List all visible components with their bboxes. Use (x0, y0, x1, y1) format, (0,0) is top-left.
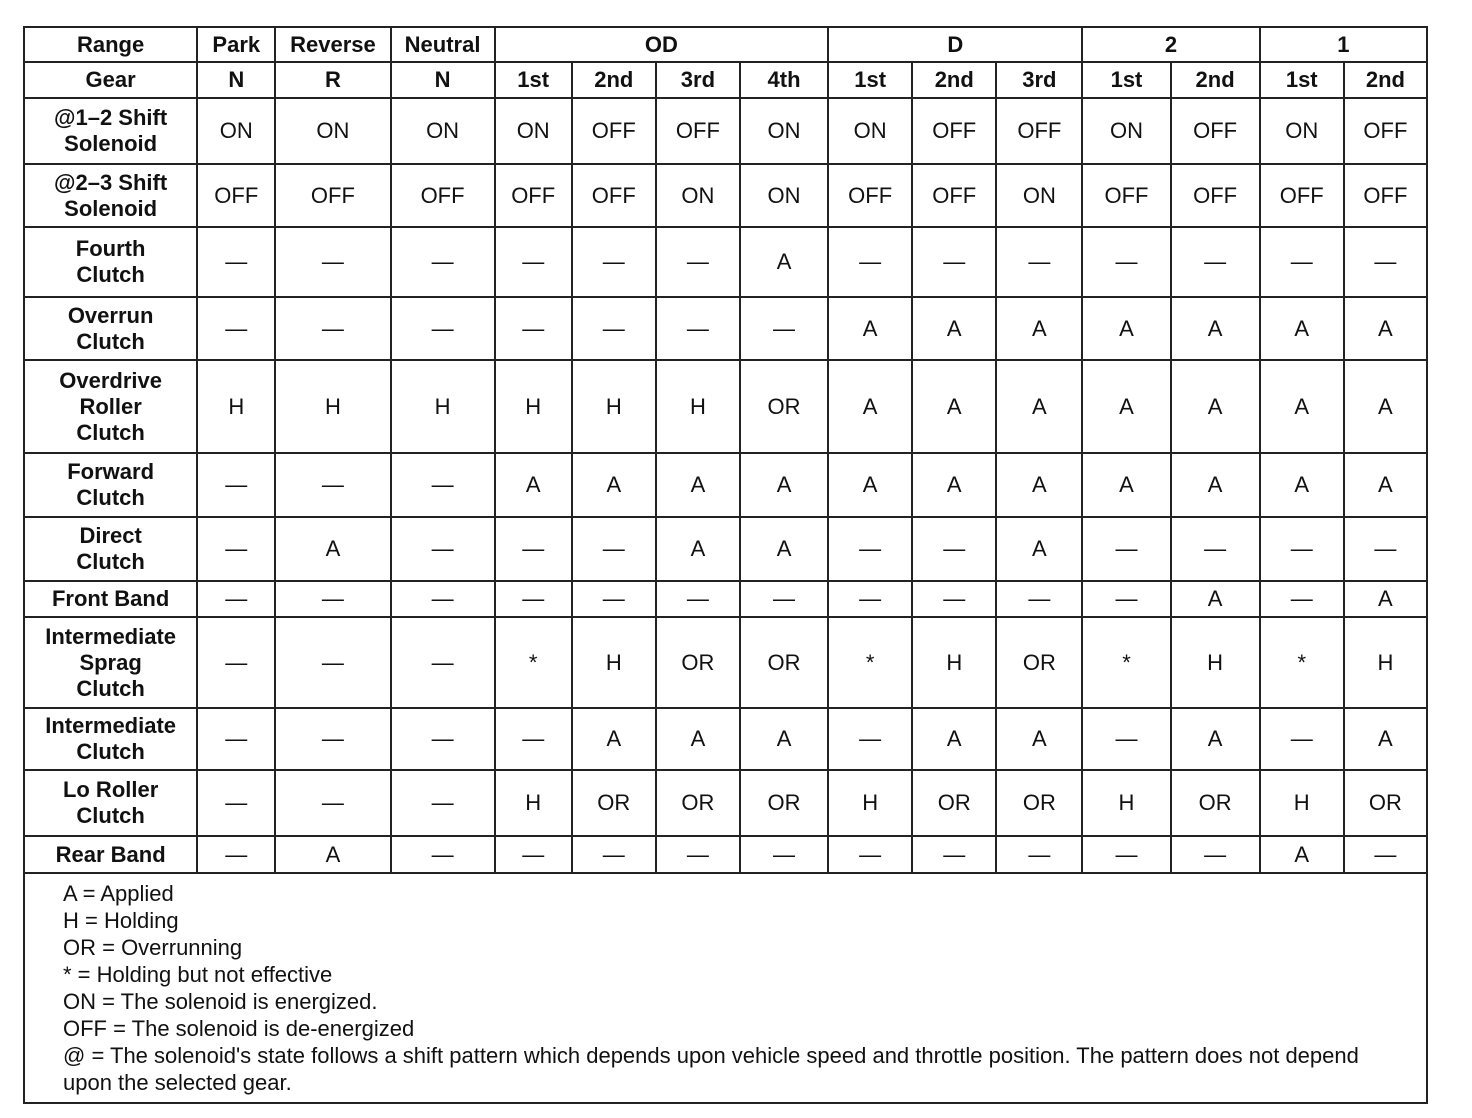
state-cell: — (495, 227, 572, 297)
state-cell: — (495, 297, 572, 360)
state-cell: — (275, 617, 390, 708)
state-cell: A (1171, 453, 1260, 517)
gear-header: 1st (828, 62, 912, 98)
state-cell: — (572, 836, 656, 873)
state-cell: — (197, 297, 275, 360)
state-cell: — (572, 581, 656, 617)
component-label-line: Clutch (76, 803, 145, 828)
state-cell: — (197, 227, 275, 297)
state-cell: OR (912, 770, 996, 836)
gear-header: 3rd (656, 62, 740, 98)
state-cell: OFF (197, 164, 275, 227)
state-cell: A (740, 453, 828, 517)
state-cell: A (828, 453, 912, 517)
state-cell: — (391, 453, 495, 517)
state-cell: — (912, 227, 996, 297)
state-cell: — (391, 770, 495, 836)
state-cell: OFF (572, 98, 656, 164)
state-cell: A (912, 360, 996, 453)
range-row (25, 28, 1426, 62)
state-cell: OR (1344, 770, 1426, 836)
state-cell: — (495, 517, 572, 581)
state-cell: — (996, 581, 1082, 617)
state-cell: OR (1171, 770, 1260, 836)
component-label-line: Roller (79, 393, 142, 419)
state-cell: A (1171, 581, 1260, 617)
state-cell: — (740, 581, 828, 617)
state-cell: OFF (656, 98, 740, 164)
state-cell: — (572, 517, 656, 581)
state-cell: A (740, 517, 828, 581)
legend-line: @ = The solenoid's state follows a shift pattern which depends upon vehicle speed and throttle position. The pattern does not depend upon the selected gear. (63, 1043, 1359, 1095)
state-cell: OFF (495, 164, 572, 227)
component-row (25, 517, 1426, 581)
state-cell: OFF (1344, 98, 1426, 164)
state-cell: — (197, 517, 275, 581)
state-cell: OFF (572, 164, 656, 227)
state-cell: OFF (996, 98, 1082, 164)
component-label (25, 297, 197, 360)
state-cell: — (740, 297, 828, 360)
state-cell: — (1082, 836, 1170, 873)
state-cell: A (996, 517, 1082, 581)
state-cell: A (656, 708, 740, 770)
state-cell: A (996, 297, 1082, 360)
state-cell: — (275, 227, 390, 297)
component-label (25, 836, 197, 873)
state-cell: — (1260, 708, 1344, 770)
state-cell: H (572, 360, 656, 453)
state-cell: A (275, 517, 390, 581)
component-label-line: Clutch (76, 328, 145, 354)
state-cell: — (391, 581, 495, 617)
component-label (25, 453, 197, 517)
state-cell: — (391, 708, 495, 770)
state-cell: ON (1260, 98, 1344, 164)
component-label-line: Intermediate (45, 623, 177, 649)
state-cell: * (1260, 617, 1344, 708)
state-cell: — (275, 453, 390, 517)
component-label-line: Sprag (79, 649, 142, 675)
gear-header: N (391, 62, 495, 98)
component-label-line: Solenoid (64, 131, 158, 156)
state-cell: — (1171, 517, 1260, 581)
state-cell: — (656, 836, 740, 873)
state-cell: OR (656, 770, 740, 836)
state-cell: OFF (1082, 164, 1170, 227)
component-label-line: Fourth (75, 236, 146, 261)
component-row (25, 453, 1426, 517)
state-cell: OFF (275, 164, 390, 227)
state-cell: — (828, 708, 912, 770)
state-cell: A (740, 227, 828, 297)
state-cell: OR (572, 770, 656, 836)
component-row (25, 227, 1426, 297)
state-cell: A (1171, 708, 1260, 770)
range-header-d: D (828, 28, 1082, 62)
component-label-line: Overdrive (59, 367, 162, 393)
component-label-line: Solenoid (64, 195, 158, 221)
component-row (25, 581, 1426, 617)
state-cell: — (1344, 836, 1426, 873)
range-header-od: OD (495, 28, 828, 62)
component-row (25, 617, 1426, 708)
state-cell: — (1082, 227, 1170, 297)
state-cell: H (1344, 617, 1426, 708)
state-cell: A (656, 517, 740, 581)
component-label-line: Clutch (76, 549, 145, 574)
state-cell: — (1171, 227, 1260, 297)
state-cell: A (656, 453, 740, 517)
component-label (25, 770, 197, 836)
state-cell: — (495, 708, 572, 770)
state-cell: — (1260, 517, 1344, 581)
state-cell: H (1082, 770, 1170, 836)
state-cell: OR (740, 617, 828, 708)
state-cell: OR (996, 770, 1082, 836)
state-cell: — (197, 836, 275, 873)
state-cell: — (495, 836, 572, 873)
state-cell: H (912, 617, 996, 708)
state-cell: — (912, 517, 996, 581)
state-cell: ON (391, 98, 495, 164)
state-cell: A (1082, 453, 1170, 517)
gear-header: R (275, 62, 390, 98)
state-cell: ON (656, 164, 740, 227)
state-cell: A (912, 708, 996, 770)
legend-line: ON = The solenoid is energized. (63, 989, 378, 1014)
component-row (25, 297, 1426, 360)
legend-line: OR = Overrunning (63, 935, 243, 960)
gear-header: 2nd (572, 62, 656, 98)
gear-header: 1st (1260, 62, 1344, 98)
component-label-line: Forward (67, 459, 155, 484)
state-cell: OR (740, 770, 828, 836)
state-cell: OFF (391, 164, 495, 227)
state-cell: — (197, 708, 275, 770)
state-cell: ON (275, 98, 390, 164)
state-cell: A (1344, 708, 1426, 770)
state-cell: — (656, 227, 740, 297)
state-cell: — (1082, 517, 1170, 581)
component-label-line: @2–3 Shift (54, 169, 168, 195)
state-cell: — (912, 581, 996, 617)
state-cell: — (656, 297, 740, 360)
component-label (25, 581, 197, 617)
state-cell: A (1260, 360, 1344, 453)
state-cell: — (1344, 517, 1426, 581)
state-cell: — (391, 836, 495, 873)
range-label: Range (25, 28, 197, 62)
gear-header: 1st (1082, 62, 1170, 98)
state-cell: — (828, 227, 912, 297)
state-cell: H (275, 360, 390, 453)
state-cell: — (828, 836, 912, 873)
state-cell: H (197, 360, 275, 453)
gear-row (25, 62, 1426, 98)
gear-header: 3rd (996, 62, 1082, 98)
state-cell: — (1082, 581, 1170, 617)
legend-line: * = Holding but not effective (63, 962, 333, 987)
state-cell: — (391, 517, 495, 581)
component-label-line: Clutch (76, 739, 145, 764)
state-cell: H (1171, 617, 1260, 708)
state-cell: A (996, 360, 1082, 453)
state-cell: — (912, 836, 996, 873)
component-label-line: Clutch (76, 675, 145, 701)
state-cell: — (656, 581, 740, 617)
state-cell: OR (656, 617, 740, 708)
state-cell: OFF (1171, 164, 1260, 227)
state-cell: A (912, 297, 996, 360)
legend-line: OFF = The solenoid is de-energized (63, 1016, 415, 1041)
state-cell: — (391, 227, 495, 297)
component-label-line: Clutch (76, 485, 145, 510)
state-cell: ON (828, 98, 912, 164)
state-cell: — (572, 297, 656, 360)
state-cell: A (495, 453, 572, 517)
state-cell: — (275, 770, 390, 836)
state-cell: A (1260, 836, 1344, 873)
clutch-application-chart (23, 26, 1428, 1104)
state-cell: A (1082, 297, 1170, 360)
state-cell: OFF (912, 98, 996, 164)
state-cell: A (1344, 453, 1426, 517)
state-cell: ON (740, 98, 828, 164)
state-cell: — (197, 581, 275, 617)
state-cell: A (996, 708, 1082, 770)
state-cell: A (1344, 360, 1426, 453)
component-label (25, 227, 197, 297)
component-label-line: Overrun (67, 302, 154, 328)
range-header-reverse: Reverse (275, 28, 390, 62)
state-cell: H (1260, 770, 1344, 836)
state-cell: H (572, 617, 656, 708)
state-cell: — (1344, 227, 1426, 297)
component-row (25, 836, 1426, 873)
component-label-line: Lo Roller (62, 777, 159, 802)
state-cell: — (391, 617, 495, 708)
component-row (25, 708, 1426, 770)
component-label (25, 617, 197, 708)
component-label-line: Clutch (76, 262, 145, 287)
state-cell: — (391, 297, 495, 360)
range-header-park: Park (197, 28, 275, 62)
state-cell: — (1082, 708, 1170, 770)
state-cell: H (495, 770, 572, 836)
state-cell: OFF (1344, 164, 1426, 227)
component-row (25, 98, 1426, 164)
state-cell: — (275, 297, 390, 360)
state-cell: A (828, 297, 912, 360)
component-label-line: Rear Band (55, 841, 166, 867)
range-header-1: 1 (1260, 28, 1426, 62)
state-cell: OR (996, 617, 1082, 708)
gear-header: 4th (740, 62, 828, 98)
state-cell: H (495, 360, 572, 453)
state-cell: OFF (1260, 164, 1344, 227)
state-cell: OFF (828, 164, 912, 227)
state-cell: A (1260, 453, 1344, 517)
legend (25, 874, 1426, 1102)
state-cell: ON (996, 164, 1082, 227)
state-cell: A (275, 836, 390, 873)
gear-header: 2nd (912, 62, 996, 98)
component-label (25, 708, 197, 770)
state-cell: A (996, 453, 1082, 517)
state-cell: OR (740, 360, 828, 453)
state-cell: A (1171, 297, 1260, 360)
state-cell: — (275, 708, 390, 770)
state-cell: A (1260, 297, 1344, 360)
component-label (25, 98, 197, 164)
state-cell: — (197, 453, 275, 517)
state-cell: ON (197, 98, 275, 164)
range-header-2: 2 (1082, 28, 1259, 62)
component-row (25, 164, 1426, 227)
component-label-line: @1–2 Shift (54, 105, 168, 130)
state-cell: ON (1082, 98, 1170, 164)
state-cell: — (495, 581, 572, 617)
state-cell: * (1082, 617, 1170, 708)
gear-header: 2nd (1171, 62, 1260, 98)
gear-header: N (197, 62, 275, 98)
state-cell: H (391, 360, 495, 453)
gear-header: 1st (495, 62, 572, 98)
state-cell: A (1344, 297, 1426, 360)
state-cell: ON (495, 98, 572, 164)
component-label-line: Clutch (76, 419, 145, 445)
state-cell: * (828, 617, 912, 708)
gear-header: 2nd (1344, 62, 1426, 98)
state-cell: ON (740, 164, 828, 227)
component-label-line: Front Band (51, 586, 170, 611)
state-cell: — (572, 227, 656, 297)
state-cell: H (656, 360, 740, 453)
gear-label: Gear (25, 62, 197, 98)
state-cell: — (740, 836, 828, 873)
state-cell: A (572, 708, 656, 770)
legend-line: H = Holding (63, 908, 179, 933)
state-cell: — (197, 770, 275, 836)
state-cell: A (572, 453, 656, 517)
clutch-application-table (25, 28, 1426, 874)
state-cell: — (828, 517, 912, 581)
component-label-line: Intermediate (45, 713, 177, 738)
state-cell: OFF (912, 164, 996, 227)
state-cell: A (828, 360, 912, 453)
legend-line: A = Applied (63, 881, 174, 906)
state-cell: A (740, 708, 828, 770)
component-row (25, 770, 1426, 836)
state-cell: — (828, 581, 912, 617)
state-cell: OFF (1171, 98, 1260, 164)
state-cell: A (1082, 360, 1170, 453)
state-cell: — (275, 581, 390, 617)
state-cell: * (495, 617, 572, 708)
state-cell: — (1260, 581, 1344, 617)
component-label (25, 517, 197, 581)
state-cell: — (197, 617, 275, 708)
range-header-neutral: Neutral (391, 28, 495, 62)
state-cell: A (1344, 581, 1426, 617)
state-cell: A (1171, 360, 1260, 453)
component-row (25, 360, 1426, 453)
state-cell: A (912, 453, 996, 517)
state-cell: H (828, 770, 912, 836)
state-cell: — (996, 836, 1082, 873)
state-cell: — (996, 227, 1082, 297)
component-label-line: Direct (79, 523, 142, 548)
component-label (25, 360, 197, 453)
state-cell: — (1260, 227, 1344, 297)
component-label (25, 164, 197, 227)
state-cell: — (1171, 836, 1260, 873)
